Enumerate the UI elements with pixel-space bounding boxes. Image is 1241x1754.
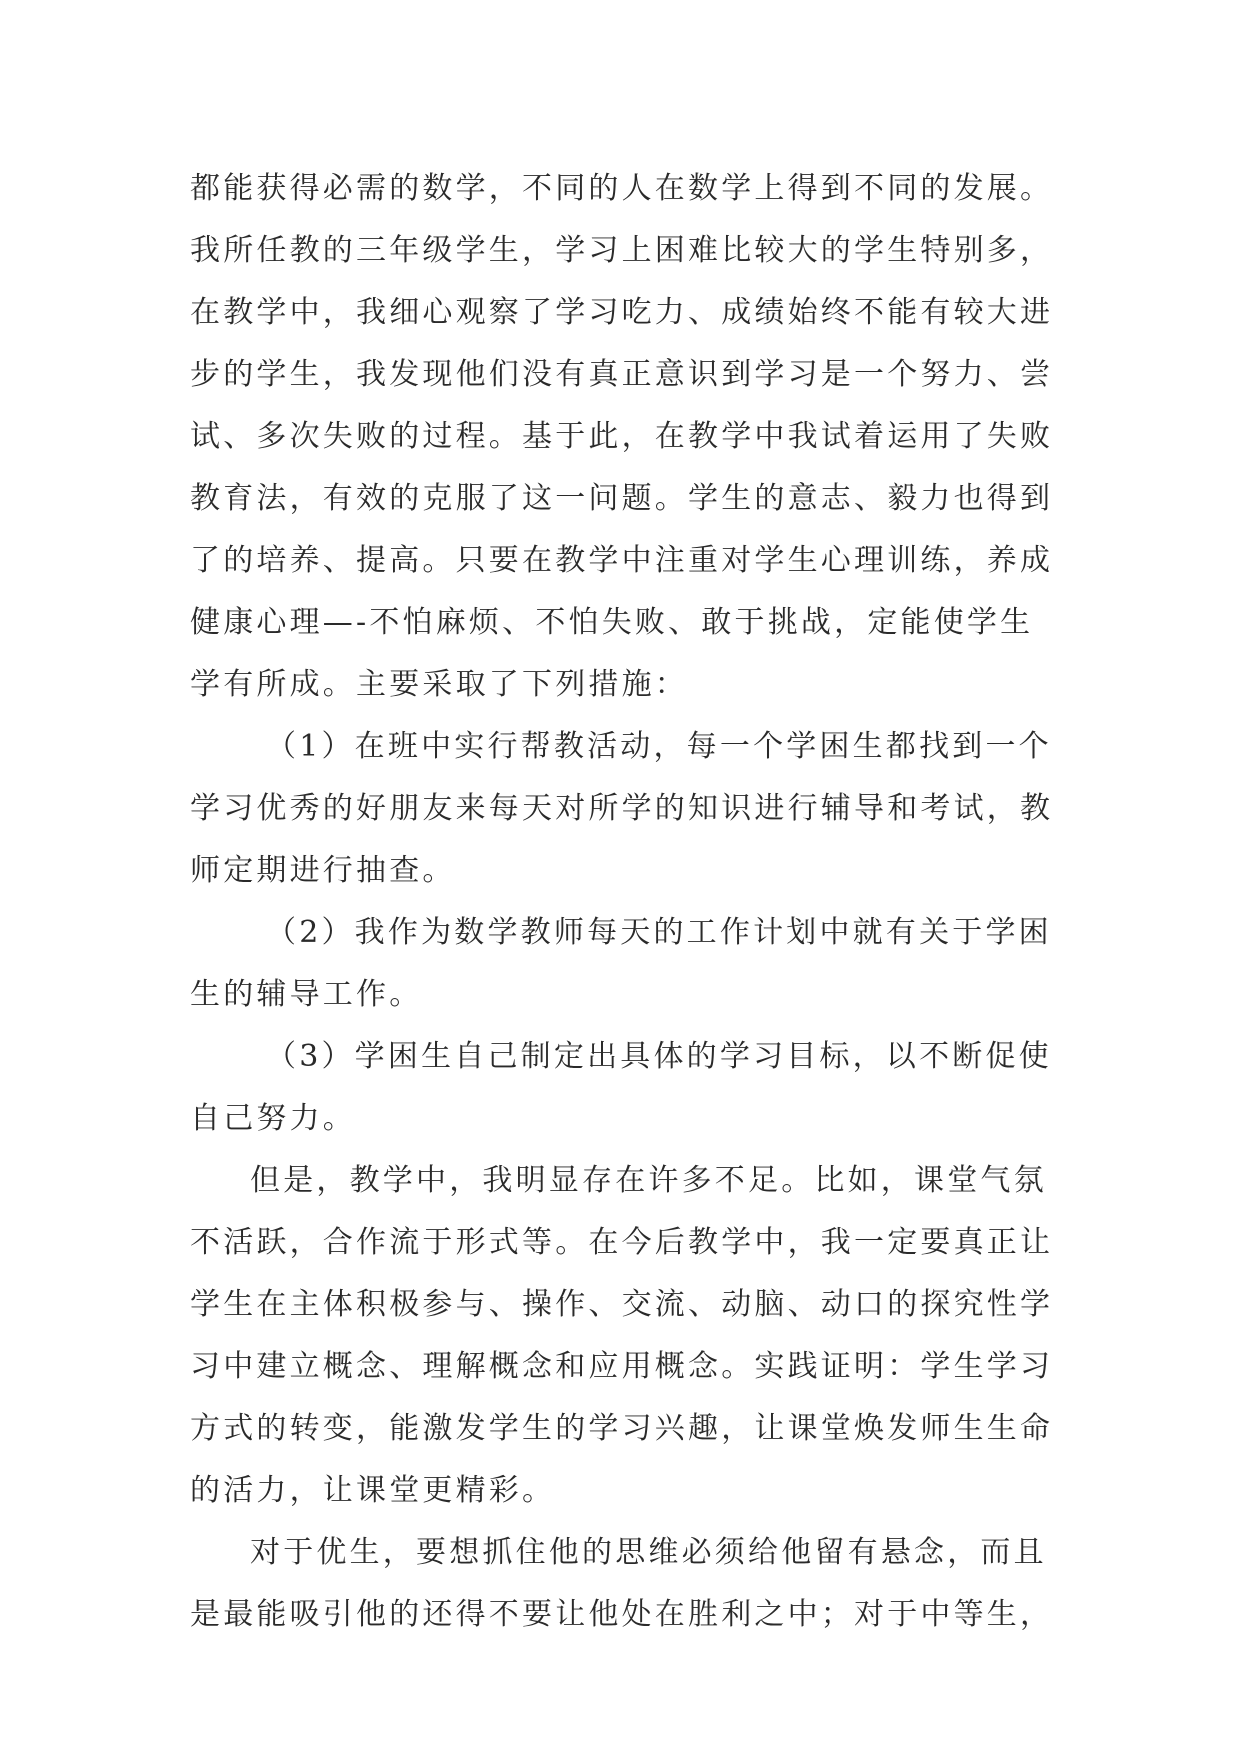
text-line: 学生在主体积极参与、操作、交流、动脑、动口的探究性学 — [190, 1287, 1054, 1322]
text-line: （3）学困生自己制定出具体的学习目标，以不断促使 — [266, 1039, 1052, 1074]
text-line: 都能获得必需的数学，不同的人在数学上得到不同的发展。 — [190, 171, 1054, 206]
text-line: 学有所成。主要采取了下列措施： — [190, 667, 688, 702]
text-line: 不活跃，合作流于形式等。在今后教学中，我一定要真正让 — [190, 1225, 1054, 1260]
text-line: 是最能吸引他的还得不要让他处在胜利之中；对于中等生， — [190, 1597, 1054, 1632]
text-line: 在教学中，我细心观察了学习吃力、成绩始终不能有较大进 — [190, 295, 1054, 330]
text-line: 学习优秀的好朋友来每天对所学的知识进行辅导和考试，教 — [190, 791, 1054, 826]
text-line: 我所任教的三年级学生，学习上困难比较大的学生特别多， — [190, 233, 1054, 268]
text-line: 习中建立概念、理解概念和应用概念。实践证明：学生学习 — [190, 1349, 1054, 1384]
text-line: 健康心理—-不怕麻烦、不怕失败、敢于挑战，定能使学生 — [190, 605, 1034, 640]
text-line: 的活力，让课堂更精彩。 — [190, 1473, 556, 1508]
text-line: 师定期进行抽查。 — [190, 853, 456, 888]
text-line: 教育法，有效的克服了这一问题。学生的意志、毅力也得到 — [190, 481, 1054, 516]
text-line: 试、多次失败的过程。基于此，在教学中我试着运用了失败 — [190, 419, 1054, 454]
text-line: 自己努力。 — [190, 1101, 356, 1136]
text-line: 对于优生，要想抓住他的思维必须给他留有悬念，而且 — [250, 1535, 1047, 1570]
text-line: 了的培养、提高。只要在教学中注重对学生心理训练，养成 — [190, 543, 1054, 578]
document-body — [190, 158, 1060, 1646]
text-line: 方式的转变，能激发学生的学习兴趣，让课堂焕发师生生命 — [190, 1411, 1054, 1446]
text-line: 生的辅导工作。 — [190, 977, 423, 1012]
text-line: （2）我作为数学教师每天的工作计划中就有关于学困 — [266, 915, 1052, 950]
text-line: 步的学生，我发现他们没有真正意识到学习是一个努力、尝 — [190, 357, 1054, 392]
text-line: 但是，教学中，我明显存在许多不足。比如，课堂气氛 — [250, 1163, 1047, 1198]
text-line: （1）在班中实行帮教活动，每一个学困生都找到一个 — [266, 729, 1052, 764]
